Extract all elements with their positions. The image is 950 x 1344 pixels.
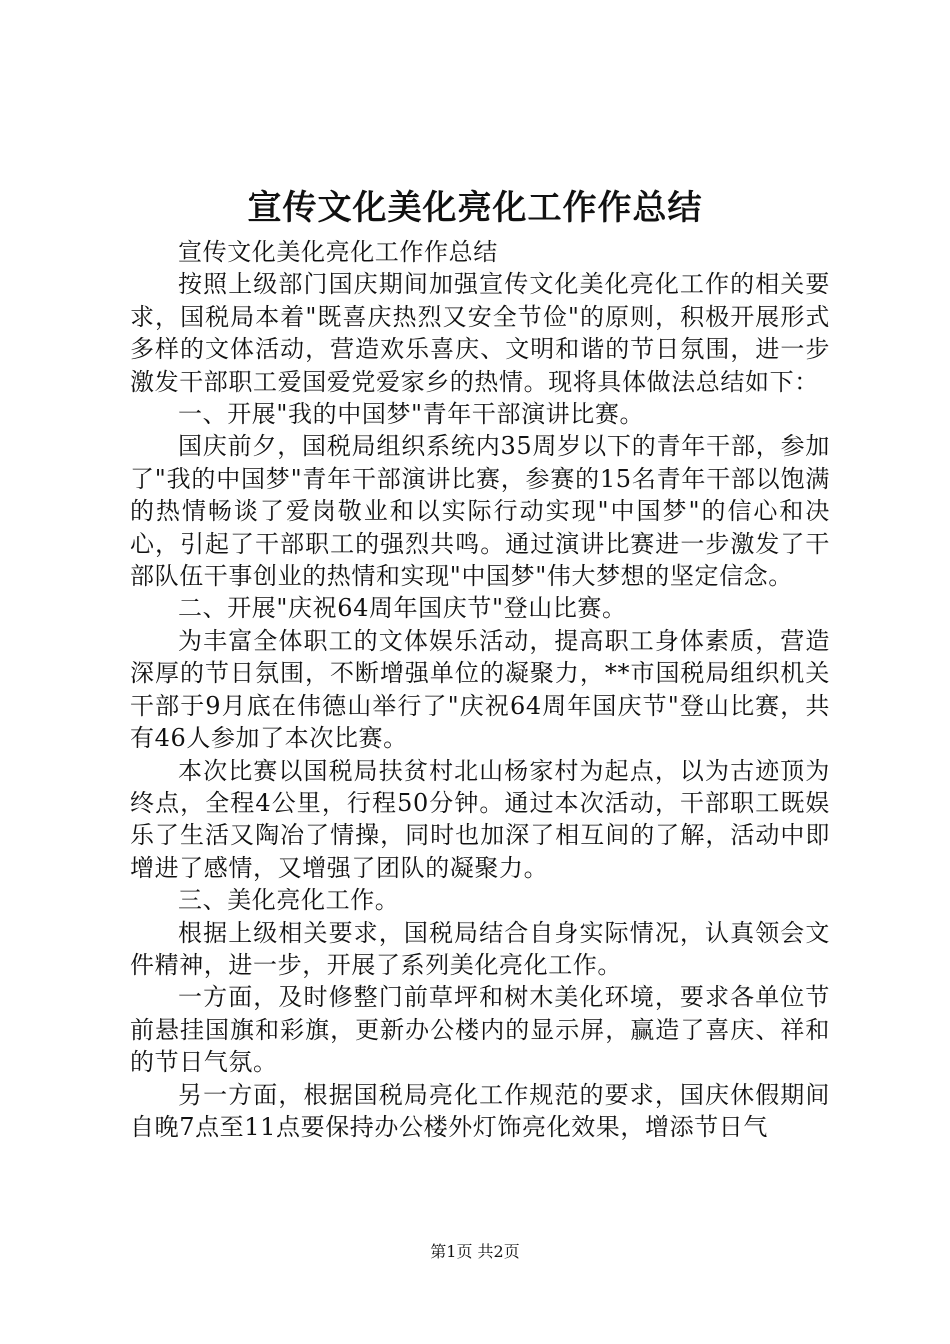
paragraph-subtitle: 宣传文化美化亮化工作作总结 [178, 238, 498, 266]
section-heading-2: 二、开展"庆祝64周年国庆节"登山比赛。 [178, 594, 627, 623]
section-heading-3: 三、美化亮化工作。 [178, 886, 400, 915]
paragraph-speech-contest: 国庆前夕，国税局组织系统内35周岁以下的青年干部，参加了"我的中国梦"青年干部演讲比赛，参赛的15名青年干部以饱满的热情畅谈了爱岗敬业和以实际行动实现"中国梦"的信心和决心，引起了干部职工的强烈共鸣。通过演讲比赛进一步激发了干部队伍干事创业的热情和实现"中国梦"伟大梦想的坚定信念。 [130, 432, 830, 591]
paragraph-beautification-two: 另一方面，根据国税局亮化工作规范的要求，国庆休假期间自晚7点至11点要保持办公楼外灯饰亮化效果，增添节日气 [130, 1080, 830, 1141]
paragraph-intro: 按照上级部门国庆期间加强宣传文化美化亮化工作的相关要求，国税局本着"既喜庆热烈又安全节俭"的原则，积极开展形式多样的文体活动，营造欢乐喜庆、文明和谐的节日氛围，进一步激发干部职工爱国爱党爱家乡的热情。现将具体做法总结如下： [130, 270, 830, 396]
paragraph-hiking-contest: 为丰富全体职工的文体娱乐活动，提高职工身体素质，营造深厚的节日氛围，不断增强单位的凝聚力，**市国税局组织机关干部于9月底在伟德山举行了"庆祝64周年国庆节"登山比赛，共有46人参加了本次比赛。 [130, 626, 830, 753]
section-heading-1: 一、开展"我的中国梦"青年干部演讲比赛。 [178, 400, 645, 429]
document-body [130, 236, 830, 1143]
paragraph-beautification-one: 一方面，及时修整门前草坪和树木美化环境，要求各单位节前悬挂国旗和彩旗，更新办公楼内的显示屏，赢造了喜庆、祥和的节日气氛。 [130, 983, 830, 1077]
page-footer: 第1页 共2页 [430, 1242, 520, 1261]
paragraph-beautification-intro: 根据上级相关要求，国税局结合自身实际情况，认真领会文件精神，进一步，开展了系列美化亮化工作。 [130, 918, 830, 979]
paragraph-hiking-details: 本次比赛以国税局扶贫村北山杨家村为起点，以为古迹顶为终点，全程4公里，行程50分钟。通过本次活动，干部职工既娱乐了生活又陶冶了情操，同时也加深了相互间的了解，活动中即增进了感情，又增强了团队的凝聚力。 [130, 756, 830, 882]
document-title: 宣传文化美化亮化工作作总结 [247, 188, 703, 228]
